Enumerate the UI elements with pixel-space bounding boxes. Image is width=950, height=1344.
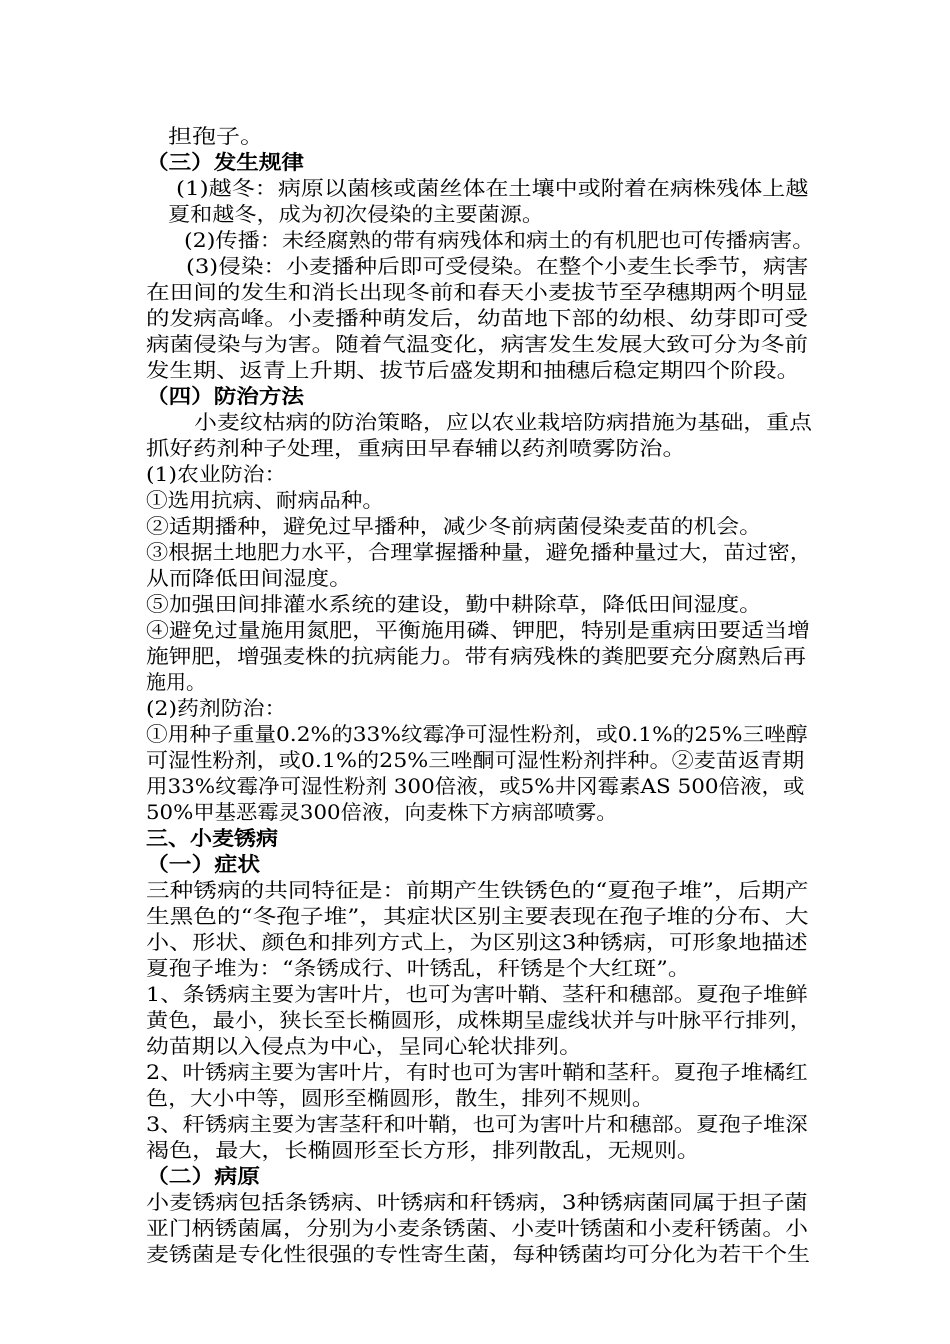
text-line: 夏和越冬，成为初次侵染的主要菌源。: [168, 202, 545, 226]
text-line: 黄色，最小，狭长至长椭圆形，成株期呈虚线状并与叶脉平行排列，: [146, 1008, 812, 1032]
text-line: 幼苗期以入侵点为中心，呈同心轮状排列。: [146, 1034, 583, 1058]
text-line: ①选用抗病、耐病品种。: [146, 488, 384, 512]
text-line: 施用。: [146, 670, 206, 694]
section-heading: 三、小麦锈病: [146, 826, 278, 850]
text-line: 夏孢子堆为：“条锈成行、叶锈乱，秆锈是个大红斑”。: [146, 956, 691, 980]
text-line: 施钾肥，增强麦株的抗病能力。带有病残株的粪肥要充分腐熟后再: [146, 644, 806, 668]
text-line: 小麦纹枯病的防治策略，应以农业栽培防病措施为基础，重点: [194, 410, 812, 434]
text-line: 抓好药剂种子处理，重病田早春辅以药剂喷雾防治。: [146, 436, 686, 460]
text-line: 3、秆锈病主要为害茎秆和叶鞘，也可为害叶片和穗部。夏孢子堆深: [146, 1112, 808, 1136]
section-heading: （四）防治方法: [146, 384, 305, 408]
text-line: (3)侵染：小麦播种后即可受侵染。在整个小麦生长季节，病害: [186, 254, 809, 278]
section-heading: （二）病原: [146, 1164, 260, 1188]
text-line: 在田间的发生和消长出现冬前和春天小麦拔节至孕穗期两个明显: [146, 280, 808, 304]
text-line: 褐色，最大，长椭圆形至长方形，排列散乱，无规则。: [146, 1138, 701, 1162]
text-line: ①用种子重量0.2%的33%纹霉净可湿性粉剂，或0.1%的25%三唑醇: [146, 722, 808, 746]
text-line: 麦锈菌是专化性很强的专性寄生菌，每种锈菌均可分化为若干个生: [146, 1242, 810, 1266]
text-line: 1、条锈病主要为害叶片，也可为害叶鞘、茎秆和穗部。夏孢子堆鲜: [146, 982, 808, 1006]
text-line: (2)传播：未经腐熟的带有病残体和病土的有机肥也可传播病害。: [184, 228, 815, 252]
text-line: 用33%纹霉净可湿性粉剂 300倍液，或5%井冈霉素AS 500倍液，或: [146, 774, 805, 798]
text-line: 从而降低田间湿度。: [146, 566, 352, 590]
text-line: 的发病高峰。小麦播种萌发后，幼苗地下部的幼根、幼芽即可受: [146, 306, 808, 330]
text-line: (1)农业防治：: [146, 462, 287, 486]
text-line: ③根据土地肥力水平，合理掌握播种量，避免播种量过大，苗过密，: [146, 540, 812, 564]
text-line: 小、形状、颜色和排列方式上，为区别这3种锈病，可形象地描述: [146, 930, 808, 954]
text-line: 担孢子。: [168, 124, 264, 148]
text-line: 生黑色的“冬孢子堆”，其症状区别主要表现在孢子堆的分布、大: [146, 904, 809, 928]
text-line: ②适期播种，避免过早播种，减少冬前病菌侵染麦苗的机会。: [146, 514, 762, 538]
text-line: (1)越冬：病原以菌核或菌丝体在土壤中或附着在病株残体上越: [176, 176, 809, 200]
text-line: 50%甲基恶霉灵300倍液，向麦株下方病部喷雾。: [146, 800, 618, 824]
section-heading: （三）发生规律: [146, 150, 305, 174]
text-line: (2)药剂防治：: [146, 696, 287, 720]
text-line: 三种锈病的共同特征是：前期产生铁锈色的“夏孢子堆”，后期产: [146, 878, 809, 902]
text-line: 2、叶锈病主要为害叶片，有时也可为害叶鞘和茎秆。夏孢子堆橘红: [146, 1060, 808, 1084]
text-line: 色，大小中等，圆形至椭圆形，散生，排列不规则。: [146, 1086, 654, 1110]
text-line: 亚门柄锈菌属，分别为小麦条锈菌、小麦叶锈菌和小麦秆锈菌。小: [146, 1216, 809, 1240]
text-line: 病菌侵染与为害。随着气温变化，病害发生发展大致可分为冬前: [146, 332, 808, 356]
section-heading: （一）症状: [146, 852, 260, 876]
text-line: 小麦锈病包括条锈病、叶锈病和秆锈病，3种锈病菌同属于担子菌: [146, 1190, 808, 1214]
text-line: 可湿性粉剂，或0.1%的25%三唑酮可湿性粉剂拌种。②麦苗返青期: [146, 748, 805, 772]
text-line: 发生期、返青上升期、拔节后盛发期和抽穗后稳定期四个阶段。: [146, 358, 801, 382]
text-line: ④避免过量施用氮肥，平衡施用磷、钾肥，特别是重病田要适当增: [146, 618, 810, 642]
text-line: ⑤加强田间排灌水系统的建设，勤中耕除草，降低田间湿度。: [146, 592, 762, 616]
